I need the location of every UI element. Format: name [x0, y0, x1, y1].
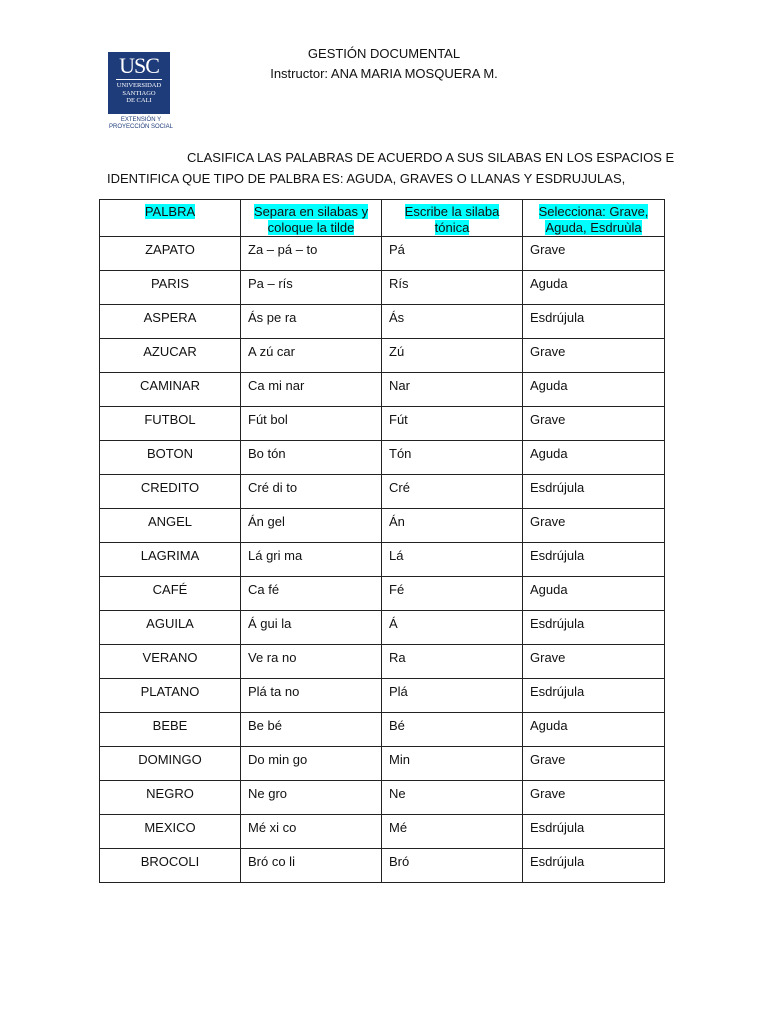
syllables-cell: Ás pe ra — [241, 305, 382, 339]
tonic-syllable-cell: Plá — [382, 679, 523, 713]
tonic-syllable-cell: Ra — [382, 645, 523, 679]
logo-subtitle-line1: EXTENSIÓN Y — [120, 117, 162, 123]
table-row — [100, 509, 665, 543]
word-cell: NEGRO — [100, 781, 241, 815]
word-cell: MEXICO — [100, 815, 241, 849]
tonic-syllable-cell: Ás — [382, 305, 523, 339]
header-label-word: PALBRA — [144, 204, 196, 219]
table-row — [100, 645, 665, 679]
word-cell: BROCOLI — [100, 849, 241, 883]
instructions-line1: CLASIFICA LAS PALABRAS DE ACUERDO A SUS SILABAS EN LOS ESPACIOS E — [187, 150, 675, 165]
word-cell: CREDITO — [100, 475, 241, 509]
syllables-cell: Ve ra no — [241, 645, 382, 679]
table-row — [100, 747, 665, 781]
tonic-syllable-cell: Bé — [382, 713, 523, 747]
word-type-cell: Grave — [523, 645, 665, 679]
syllables-cell: Fút bol — [241, 407, 382, 441]
syllables-cell: Plá ta no — [241, 679, 382, 713]
document-title: GESTIÓN DOCUMENTAL — [307, 46, 461, 61]
tonic-syllable-cell: Min — [382, 747, 523, 781]
table-row — [100, 781, 665, 815]
tonic-syllable-cell: Mé — [382, 815, 523, 849]
syllables-cell: Ca mi nar — [241, 373, 382, 407]
table-row — [100, 679, 665, 713]
header-cell-word — [100, 200, 241, 237]
table-row — [100, 271, 665, 305]
syllables-cell: Do min go — [241, 747, 382, 781]
tonic-syllable-cell: Án — [382, 509, 523, 543]
word-type-cell: Esdrújula — [523, 815, 665, 849]
syllables-cell: A zú car — [241, 339, 382, 373]
table-row — [100, 373, 665, 407]
word-cell: CAMINAR — [100, 373, 241, 407]
table-row — [100, 305, 665, 339]
syllables-cell: Mé xi co — [241, 815, 382, 849]
tonic-syllable-cell: Pá — [382, 237, 523, 271]
word-cell: BEBE — [100, 713, 241, 747]
syllables-cell: Be bé — [241, 713, 382, 747]
tonic-syllable-cell: Fút — [382, 407, 523, 441]
word-cell: DOMINGO — [100, 747, 241, 781]
tonic-syllable-cell: Bró — [382, 849, 523, 883]
syllables-cell: Lá gri ma — [241, 543, 382, 577]
header-label-syllables: Separa en silabas y coloque la tilde — [253, 204, 369, 235]
word-cell: PLATANO — [100, 679, 241, 713]
word-type-cell: Esdrújula — [523, 475, 665, 509]
syllables-cell: Ca fé — [241, 577, 382, 611]
logo-acronym: USC — [119, 53, 159, 78]
table-row — [100, 713, 665, 747]
word-cell: ASPERA — [100, 305, 241, 339]
table-row — [100, 849, 665, 883]
word-cell: CAFÉ — [100, 577, 241, 611]
syllables-cell: Ne gro — [241, 781, 382, 815]
table-row — [100, 611, 665, 645]
table-row — [100, 543, 665, 577]
logo-name-line3: DE CALI — [126, 97, 152, 104]
tonic-syllable-cell: Rís — [382, 271, 523, 305]
syllables-cell: Cré di to — [241, 475, 382, 509]
table-body — [100, 237, 665, 883]
header-cell-type — [523, 200, 665, 237]
tonic-syllable-cell: Fé — [382, 577, 523, 611]
table-row — [100, 237, 665, 271]
word-cell: LAGRIMA — [100, 543, 241, 577]
word-cell: ZAPATO — [100, 237, 241, 271]
tonic-syllable-cell: Lá — [382, 543, 523, 577]
word-type-cell: Aguda — [523, 713, 665, 747]
table-row — [100, 441, 665, 475]
table-row — [100, 815, 665, 849]
tonic-syllable-cell: Ne — [382, 781, 523, 815]
word-type-cell: Grave — [523, 781, 665, 815]
logo-name-line2: SANTIAGO — [122, 89, 156, 97]
syllables-cell: Á gui la — [241, 611, 382, 645]
syllables-cell: Bró co li — [241, 849, 382, 883]
word-type-cell: Esdrújula — [523, 543, 665, 577]
table-row — [100, 407, 665, 441]
syllables-cell: Án gel — [241, 509, 382, 543]
word-type-cell: Grave — [523, 407, 665, 441]
table-row — [100, 577, 665, 611]
instructor-name: Instructor: ANA MARIA MOSQUERA M. — [270, 66, 498, 81]
word-cell: ANGEL — [100, 509, 241, 543]
word-type-cell: Esdrújula — [523, 679, 665, 713]
table-header-row — [100, 200, 665, 237]
word-cell: VERANO — [100, 645, 241, 679]
syllables-cell: Pa – rís — [241, 271, 382, 305]
word-type-cell: Grave — [523, 237, 665, 271]
logo-badge — [108, 52, 170, 114]
word-cell: AGUILA — [100, 611, 241, 645]
table-row — [100, 339, 665, 373]
header-cell-tonic — [382, 200, 523, 237]
table-row — [100, 475, 665, 509]
logo-name-line1: UNIVERSIDAD — [116, 82, 162, 89]
word-type-cell: Esdrújula — [523, 305, 665, 339]
header-label-tonic: Escribe la silaba tónica — [404, 204, 500, 235]
word-type-cell: Esdrújula — [523, 611, 665, 645]
word-type-cell: Aguda — [523, 271, 665, 305]
syllables-cell: Bo tón — [241, 441, 382, 475]
word-cell: AZUCAR — [100, 339, 241, 373]
word-type-cell: Aguda — [523, 373, 665, 407]
word-type-cell: Aguda — [523, 441, 665, 475]
word-type-cell: Grave — [523, 509, 665, 543]
tonic-syllable-cell: Nar — [382, 373, 523, 407]
header-label-type: Selecciona: Grave, Aguda, Esdruùla — [538, 204, 649, 235]
syllables-cell: Za – pá – to — [241, 237, 382, 271]
classification-table — [99, 199, 665, 883]
header-cell-syllables — [241, 200, 382, 237]
tonic-syllable-cell: Tón — [382, 441, 523, 475]
word-cell: BOTON — [100, 441, 241, 475]
word-cell: FUTBOL — [100, 407, 241, 441]
word-cell: PARIS — [100, 271, 241, 305]
tonic-syllable-cell: Zú — [382, 339, 523, 373]
word-type-cell: Grave — [523, 339, 665, 373]
word-type-cell: Aguda — [523, 577, 665, 611]
university-logo — [108, 52, 174, 132]
instructions-line2: IDENTIFICA QUE TIPO DE PALBRA ES: AGUDA, GRAVES O LLANAS Y ESDRUJULAS, — [107, 171, 626, 186]
word-type-cell: Esdrújula — [523, 849, 665, 883]
tonic-syllable-cell: Á — [382, 611, 523, 645]
tonic-syllable-cell: Cré — [382, 475, 523, 509]
word-type-cell: Grave — [523, 747, 665, 781]
logo-subtitle-line2: PROYECCIÓN SOCIAL — [108, 124, 173, 130]
